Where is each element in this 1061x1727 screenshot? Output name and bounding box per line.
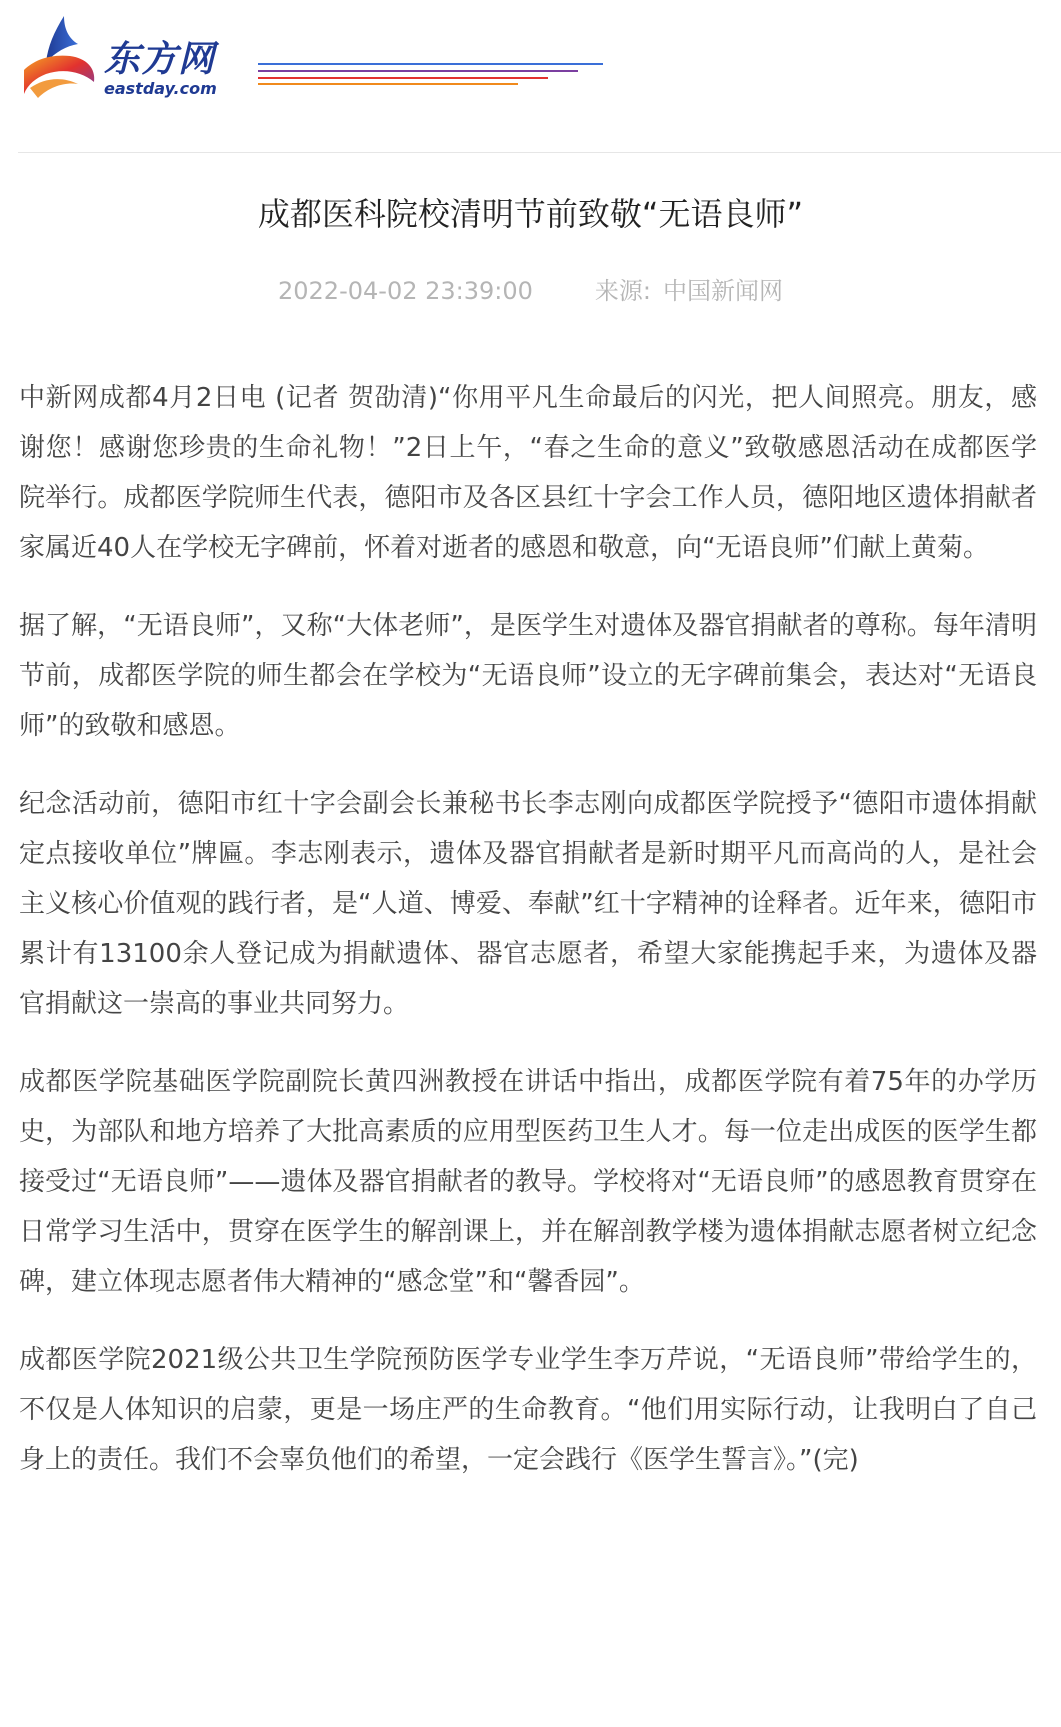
source-name[interactable]: 中国新闻网 (663, 277, 783, 305)
article-paragraph: 成都医学院基础医学院副院长黄四洲教授在讲话中指出，成都医学院有着75年的办学历史，为部队和地方培养了大批高素质的应用型医药卫生人才。每一位走出成医的医学生都接受过“无语良师”——遗体及器官捐献者的教导。学校将对“无语良师”的感恩教育贯穿在日常学习生活中，贯穿在医学生的解剖课上，并在解剖教学楼为遗体捐献志愿者树立纪念碑，建立体现志愿者伟大精神的“感念堂”和“馨香园”。 (19, 1067, 1037, 1297)
publish-datetime: 2022-04-02 23:39:00 (278, 277, 533, 305)
eastday-logo-icon[interactable] (20, 12, 98, 102)
decorative-lines (258, 62, 603, 86)
article-paragraph: 据了解，“无语良师”，又称“大体老师”，是医学生对遗体及器官捐献者的尊称。每年清明节前，成都医学院的师生都会在学校为“无语良师”设立的无字碑前集会，表达对“无语良师”的致敬和感恩。 (19, 611, 1037, 741)
source-label: 来源: (594, 277, 651, 305)
article-title: 成都医科院校清明节前致敬“无语良师” (257, 195, 804, 233)
logo-text-en: eastday.com (104, 79, 217, 98)
header-divider (18, 152, 1061, 153)
article-paragraph: 成都医学院2021级公共卫生学院预防医学专业学生李万芹说，“无语良师”带给学生的，不仅是人体知识的启蒙，更是一场庄严的生命教育。“他们用实际行动，让我明白了自己身上的责任。我们不会辜负他们的希望，一定会践行《医学生誓言》。”(完) (19, 1345, 1037, 1475)
article-paragraph: 中新网成都4月2日电 (记者 贺劭清)“你用平凡生命最后的闪光，把人间照亮。朋友，感谢您！感谢您珍贵的生命礼物！”2日上午，“春之生命的意义”致敬感恩活动在成都医学院举行。成都医学院师生代表，德阳市及各区县红十字会工作人员，德阳地区遗体捐献者家属近40人在学校无字碑前，怀着对逝者的感恩和敬意，向“无语良师”们献上黄菊。 (19, 383, 1037, 563)
article-body (19, 373, 1037, 1513)
logo-text-cn: 东方网 (104, 39, 216, 80)
site-header (0, 0, 1061, 152)
article-meta (0, 275, 1061, 307)
article-paragraph: 纪念活动前，德阳市红十字会副会长兼秘书长李志刚向成都医学院授予“德阳市遗体捐献定点接收单位”牌匾。李志刚表示，遗体及器官捐献者是新时期平凡而高尚的人，是社会主义核心价值观的践行者，是“人道、博爱、奉献”红十字精神的诠释者。近年来，德阳市累计有13100余人登记成为捐献遗体、器官志愿者，希望大家能携起手来，为遗体及器官捐献这一崇高的事业共同努力。 (19, 789, 1037, 1019)
